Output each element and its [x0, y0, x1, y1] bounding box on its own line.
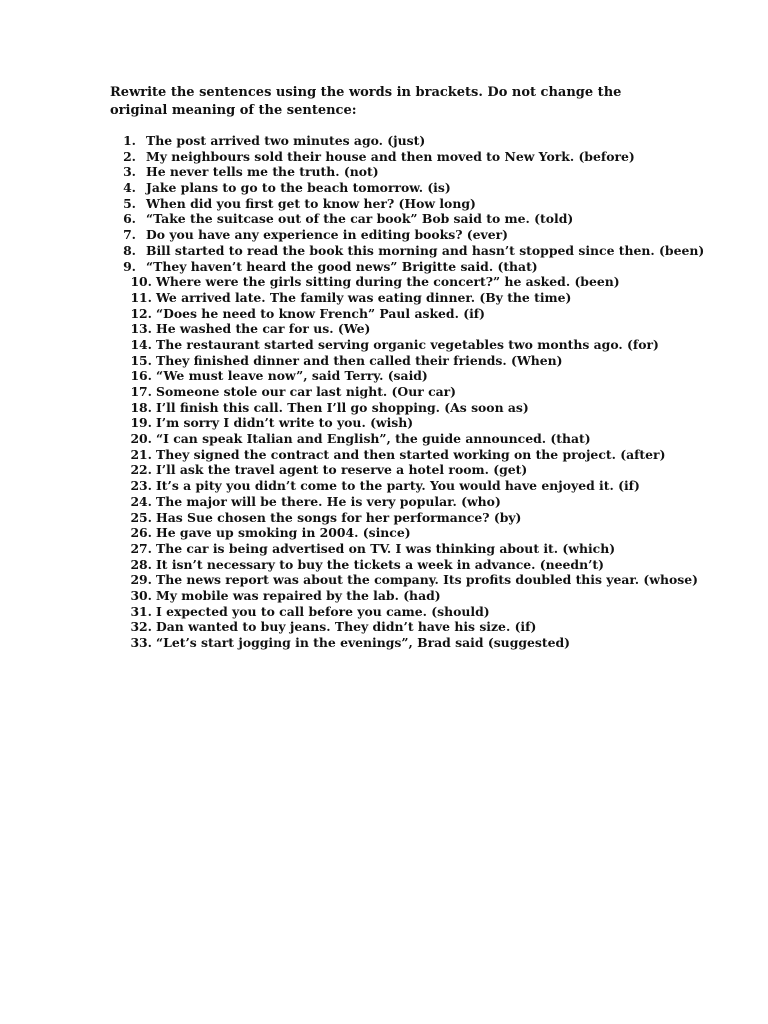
- item-sentence: The post arrived two minutes ago. (just): [146, 133, 426, 148]
- item-number: 12.: [130, 305, 152, 321]
- item-number: 22.: [130, 462, 152, 478]
- item-sentence: “They haven’t heard the good news” Brigitte said. (that): [146, 258, 538, 274]
- item-sentence: Bill started to read the book this morning and hasn’t stopped since then. (been): [146, 242, 705, 258]
- item-number: 20.: [130, 431, 152, 447]
- item-number: 3.: [123, 164, 136, 180]
- list-item: [110, 572, 710, 588]
- item-sentence: He gave up smoking in 2004. (since): [156, 525, 411, 541]
- item-number: 8.: [123, 242, 136, 258]
- item-sentence: “Take the suitcase out of the car book” Bob said to me. (told): [146, 211, 574, 227]
- item-number: 18.: [130, 399, 152, 415]
- list-item: [110, 133, 710, 149]
- list-item: [110, 384, 710, 400]
- item-number: 23.: [130, 478, 152, 494]
- list-item: [110, 447, 710, 463]
- item-number: 5.: [123, 195, 136, 211]
- item-number: 17.: [130, 384, 152, 399]
- list-item: [110, 259, 710, 275]
- item-number: 16.: [130, 368, 152, 384]
- item-sentence: They finished dinner and then called their friends. (When): [156, 352, 563, 368]
- item-number: 14.: [130, 336, 152, 352]
- item-sentence: He washed the car for us. (We): [156, 321, 371, 337]
- item-number: 7.: [123, 227, 136, 243]
- item-number: 25.: [130, 509, 152, 525]
- item-sentence: It’s a pity you didn’t come to the party. You would have enjoyed it. (if): [156, 478, 640, 494]
- list-item: [110, 211, 710, 227]
- list-item: [110, 400, 710, 416]
- item-number: 31.: [130, 603, 152, 619]
- item-number: 15.: [130, 352, 152, 368]
- item-number: 11.: [130, 289, 152, 305]
- list-item: [110, 306, 710, 322]
- item-number: 9.: [123, 258, 136, 274]
- item-number: 32.: [130, 619, 152, 635]
- item-sentence: Dan wanted to buy jeans. They didn’t have his size. (if): [156, 619, 537, 635]
- item-sentence: He never tells me the truth. (not): [146, 164, 379, 180]
- item-number: 30.: [130, 587, 152, 603]
- list-item: [110, 243, 710, 259]
- list-item: [110, 274, 710, 290]
- list-item: [110, 619, 710, 635]
- item-sentence: I’ll ask the travel agent to reserve a hotel room. (get): [156, 462, 528, 478]
- item-sentence: The restaurant started serving organic vegetables two months ago. (for): [156, 336, 659, 352]
- list-item: [110, 353, 710, 369]
- list-item: [110, 604, 710, 620]
- list-item: [110, 227, 710, 243]
- item-number: 2.: [123, 148, 136, 164]
- item-number: 28.: [130, 556, 152, 572]
- item-sentence: When did you first get to know her? (How long): [146, 195, 476, 211]
- list-item: [110, 478, 710, 494]
- list-item: [110, 290, 710, 306]
- item-sentence: We arrived late. The family was eating dinner. (By the time): [156, 289, 572, 305]
- list-item: [110, 431, 710, 447]
- item-sentence: Do you have any experience in editing books? (ever): [146, 227, 509, 243]
- list-item: [110, 415, 710, 431]
- list-item: [110, 196, 710, 212]
- item-sentence: My mobile was repaired by the lab. (had): [156, 587, 441, 603]
- list-item: [110, 180, 710, 196]
- item-sentence: The major will be there. He is very popular. (who): [156, 493, 501, 509]
- item-number: 29.: [130, 572, 152, 588]
- item-number: 24.: [130, 493, 152, 509]
- item-sentence: Where were the girls sitting during the concert?” he asked. (been): [156, 274, 620, 290]
- list-item: [110, 494, 710, 510]
- item-sentence: “I can speak Italian and English”, the guide announced. (that): [156, 431, 591, 447]
- list-item: [110, 588, 710, 604]
- item-sentence: The news report was about the company. Its profits doubled this year. (whose): [156, 572, 698, 588]
- list-item: [110, 510, 710, 526]
- item-sentence: They signed the contract and then started working on the project. (after): [156, 446, 666, 462]
- list-item: [110, 635, 710, 651]
- list-item: [110, 164, 710, 180]
- item-number: 21.: [130, 446, 152, 462]
- list-item: [110, 557, 710, 573]
- item-number: 4.: [123, 180, 136, 196]
- item-number: 26.: [130, 525, 152, 541]
- item-sentence: I’m sorry I didn’t write to you. (wish): [156, 415, 414, 431]
- item-sentence: The car is being advertised on TV. I was thinking about it. (which): [156, 540, 616, 556]
- item-sentence: I expected you to call before you came. (should): [156, 603, 490, 619]
- instructions-heading: Rewrite the sentences using the words in brackets. Do not change the original meaning of the sentence:: [110, 85, 622, 118]
- list-item: [110, 462, 710, 478]
- item-sentence: Jake plans to go to the beach tomorrow. (is): [146, 180, 451, 196]
- item-number: 27.: [130, 540, 152, 556]
- item-sentence: It isn’t necessary to buy the tickets a week in advance. (needn’t): [156, 556, 604, 572]
- item-number: 33.: [130, 635, 152, 650]
- item-sentence: I’ll finish this call. Then I’ll go shopping. (As soon as): [156, 399, 529, 415]
- item-number: 10.: [130, 274, 152, 290]
- list-item: [110, 337, 710, 353]
- item-sentence: “We must leave now”, said Terry. (said): [156, 368, 428, 384]
- item-sentence: My neighbours sold their house and then moved to New York. (before): [146, 148, 635, 164]
- list-item: [110, 525, 710, 541]
- item-sentence: “Does he need to know French” Paul asked. (if): [156, 305, 485, 321]
- item-sentence: “Let’s start jogging in the evenings”, Brad said (suggested): [156, 635, 571, 650]
- item-sentence: Someone stole our car last night. (Our car): [156, 384, 457, 399]
- item-number: 6.: [123, 211, 136, 227]
- list-item: [110, 368, 710, 384]
- list-item: [110, 541, 710, 557]
- list-item: [110, 149, 710, 165]
- item-number: 19.: [130, 415, 152, 431]
- item-number: 1.: [123, 133, 136, 148]
- list-item: [110, 321, 710, 337]
- item-sentence: Has Sue chosen the songs for her performance? (by): [156, 509, 522, 525]
- item-number: 13.: [130, 321, 152, 337]
- exercise-list: [110, 133, 710, 651]
